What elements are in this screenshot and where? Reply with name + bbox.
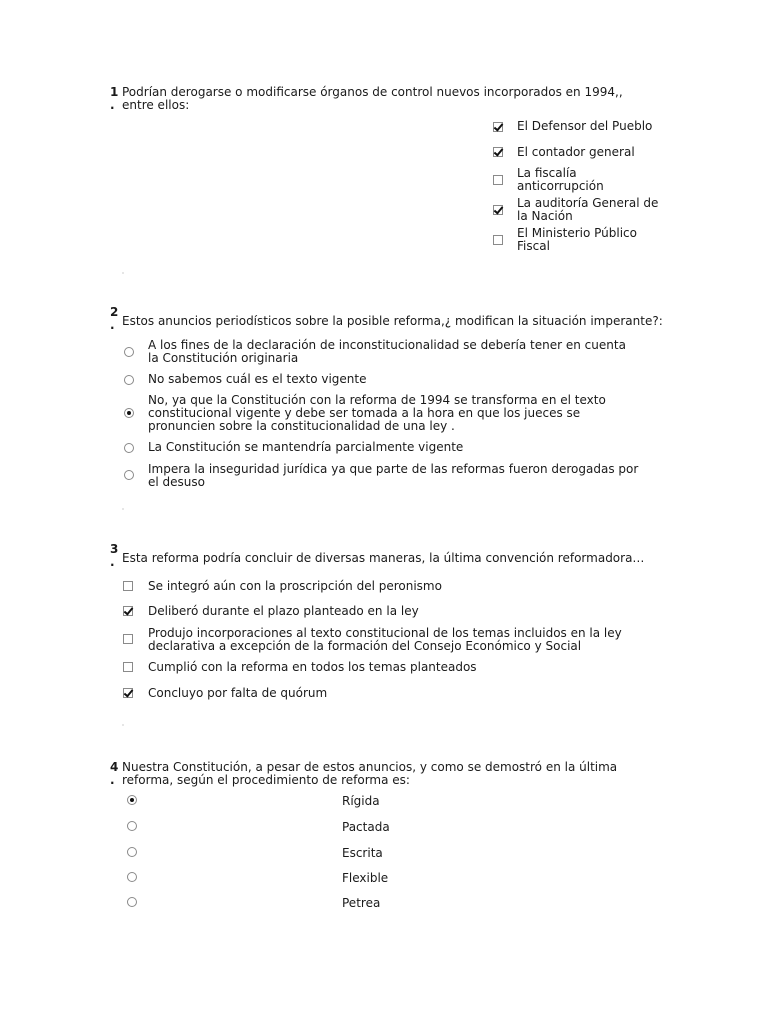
q3-option-1-checkbox[interactable]: [123, 581, 133, 591]
q1-option-5-label: El Ministerio Público Fiscal: [517, 226, 637, 253]
question-3-text: Esta reforma podría concluir de diversas maneras, la última convención reformadora…: [122, 551, 645, 565]
q4-option-4-radio[interactable]: [127, 872, 137, 882]
q2-option-1-label: A los fines de la declaración de inconstitucionalidad se debería tener en cuenta la Constitución originaria: [148, 338, 626, 365]
question-4-text: Nuestra Constitución, a pesar de estos anuncios, y como se demostró en la última reforma, según el procedimiento de reforma es:: [122, 760, 618, 787]
q3-option-2-label: Deliberó durante el plazo planteado en la ley: [148, 604, 419, 618]
q1-option-2-checkbox[interactable]: [493, 147, 503, 157]
q3-option-4-checkbox[interactable]: [123, 662, 133, 672]
q3-option-5-checkbox[interactable]: [123, 688, 133, 698]
q1-option-1-label: El Defensor del Pueblo: [517, 119, 653, 133]
q2-option-5-label: Impera la inseguridad jurídica ya que parte de las reformas fueron derogadas por el desuso: [148, 462, 639, 489]
q4-option-2-label: Pactada: [342, 820, 390, 834]
q2-option-3-label: No, ya que la Constitución con la reforma de 1994 se transforma en el texto constitucional vigente y debe ser tomada a la hora en que los jueces se pronuncien sobre la constitucionalidad de una ley .: [148, 393, 606, 433]
question-2-number-dot: .: [110, 318, 115, 332]
q2-option-4-radio[interactable]: [124, 443, 134, 453]
q3-option-1-label: Se integró aún con la proscripción del peronismo: [148, 579, 442, 593]
question-3-number: [110, 543, 122, 569]
question-3-number-digit: 3: [110, 542, 119, 556]
question-2-number: [110, 306, 122, 332]
q3-option-3-label: Produjo incorporaciones al texto constitucional de los temas incluidos en la ley declarativa a excepción de la formación del Consejo Económico y Social: [148, 626, 622, 653]
q4-option-5-radio[interactable]: [127, 897, 137, 907]
q4-option-1-radio[interactable]: [127, 795, 137, 805]
q2-option-2-radio[interactable]: [124, 375, 134, 385]
q1-option-4-checkbox[interactable]: [493, 205, 503, 215]
q2-option-2-label: No sabemos cuál es el texto vigente: [148, 372, 367, 386]
question-2-number-digit: 2: [110, 305, 119, 319]
q2-option-5-radio[interactable]: [124, 470, 134, 480]
separator-dot: [122, 508, 124, 510]
question-1-text: Podrían derogarse o modificarse órganos de control nuevos incorporados en 1994,, entre ellos:: [122, 85, 623, 112]
q4-option-4-label: Flexible: [342, 871, 389, 885]
q2-option-4-label: La Constitución se mantendría parcialmente vigente: [148, 440, 464, 454]
separator-dot: [122, 724, 124, 726]
question-4-number: [110, 761, 122, 787]
question-4-number-dot: .: [110, 773, 115, 787]
question-2-text: Estos anuncios periodísticos sobre la posible reforma,¿ modifican la situación imperante?:: [122, 314, 663, 328]
q1-option-3-checkbox[interactable]: [493, 175, 503, 185]
q4-option-3-label: Escrita: [342, 846, 383, 860]
q4-option-5-label: Petrea: [342, 896, 381, 910]
q2-option-1-radio[interactable]: [124, 347, 134, 357]
question-4-number-digit: 4: [110, 760, 119, 774]
q1-option-2-label: El contador general: [517, 145, 635, 159]
q1-option-1-checkbox[interactable]: [493, 122, 503, 132]
q2-option-3-radio[interactable]: [124, 408, 134, 418]
q3-option-2-checkbox[interactable]: [123, 606, 133, 616]
q3-option-3-checkbox[interactable]: [123, 634, 133, 644]
q3-option-5-label: Concluyo por falta de quórum: [148, 686, 328, 700]
question-1-number-dot: .: [110, 98, 115, 112]
q4-option-2-radio[interactable]: [127, 821, 137, 831]
q4-option-1-label: Rígida: [342, 794, 380, 808]
question-3-number-dot: .: [110, 555, 115, 569]
question-1-number: [110, 86, 122, 112]
q1-option-3-label: La fiscalía anticorrupción: [517, 166, 604, 193]
q4-option-3-radio[interactable]: [127, 847, 137, 857]
question-1-number-digit: 1: [110, 85, 119, 99]
q3-option-4-label: Cumplió con la reforma en todos los temas planteados: [148, 660, 477, 674]
separator-dot: [122, 272, 124, 274]
q1-option-4-label: La auditoría General de la Nación: [517, 196, 659, 223]
q1-option-5-checkbox[interactable]: [493, 235, 503, 245]
